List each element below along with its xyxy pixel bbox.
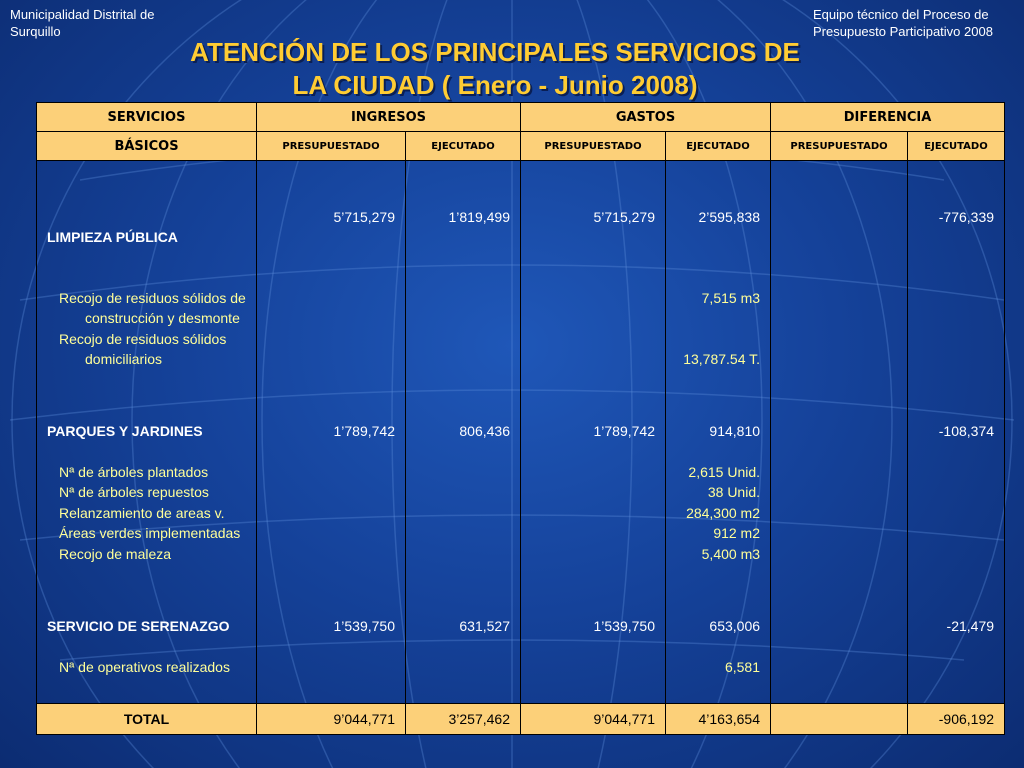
parques-val-3: 912 m2 [713, 525, 761, 541]
limpieza-sub2-line1: Recojo de residuos sólidos [59, 331, 227, 347]
serenazgo-sub-val: 6,581 [724, 659, 761, 675]
limpieza-sub1-line2: construcción y desmonte [85, 310, 240, 326]
team-label: Equipo técnico del Proceso de Presupuesto Participativo 2008 [813, 7, 993, 39]
total-row [37, 704, 1005, 735]
service-parques-label: PARQUES Y JARDINES [47, 423, 203, 439]
limpieza-ing-pres: 5’715,279 [333, 209, 395, 225]
limpieza-gas-pres: 5’715,279 [593, 209, 655, 225]
limpieza-ing-ejec: 1’819,499 [448, 209, 510, 225]
parques-sub-2: Relanzamiento de areas v. [59, 505, 225, 521]
header-ingresos-presupuestado: PRESUPUESTADO [257, 132, 406, 161]
diferencia-presupuestado-column [771, 161, 908, 704]
serenazgo-gas-ejec: 653,006 [709, 618, 761, 634]
total-dif-ejec: -906,192 [908, 704, 1005, 735]
limpieza-sub2-val: 13,787.54 T. [683, 351, 761, 367]
limpieza-sub1-line1: Recojo de residuos sólidos de [59, 290, 246, 306]
limpieza-gas-ejec: 2’595,838 [698, 209, 761, 225]
parques-ing-pres: 1’789,742 [333, 423, 395, 439]
serenazgo-gas-pres: 1’539,750 [593, 618, 655, 634]
total-label: TOTAL [37, 704, 257, 735]
organization-label: Municipalidad Distrital de Surquillo [10, 7, 155, 39]
table-body-row [37, 161, 1005, 704]
total-gas-ejec: 4’163,654 [666, 704, 771, 735]
serenazgo-sub: Nª de operativos realizados [59, 659, 230, 675]
service-limpieza-label: LIMPIEZA PÚBLICA [47, 229, 178, 245]
parques-sub-1: Nª de árboles repuestos [59, 484, 209, 500]
gastos-presupuestado-column [521, 161, 666, 704]
parques-gas-ejec: 914,810 [709, 423, 761, 439]
limpieza-dif-ejec: -776,339 [938, 209, 995, 225]
header-row-sub [37, 132, 1005, 161]
header-basicos: BÁSICOS [37, 132, 257, 161]
header-gastos: GASTOS [521, 103, 771, 132]
header-gastos-ejecutado: EJECUTADO [666, 132, 771, 161]
header-servicios: SERVICIOS [37, 103, 257, 132]
ingresos-presupuestado-column [257, 161, 406, 704]
header-gastos-presupuestado: PRESUPUESTADO [521, 132, 666, 161]
parques-sub-0: Nª de árboles plantados [59, 464, 209, 480]
total-ing-pres: 9’044,771 [257, 704, 406, 735]
header-diferencia: DIFERENCIA [771, 103, 1005, 132]
header-row-groups [37, 103, 1005, 132]
serenazgo-dif-ejec: -21,479 [946, 618, 995, 634]
services-table [36, 102, 1005, 735]
header-ingresos-ejecutado: EJECUTADO [406, 132, 521, 161]
parques-gas-pres: 1’789,742 [593, 423, 655, 439]
services-column [37, 161, 257, 704]
total-ing-ejec: 3’257,462 [406, 704, 521, 735]
ingresos-ejecutado-column [406, 161, 521, 704]
total-dif-pres [771, 704, 908, 735]
serenazgo-ing-pres: 1’539,750 [333, 618, 395, 634]
parques-val-4: 5,400 m3 [701, 546, 761, 562]
diferencia-ejecutado-column [908, 161, 1005, 704]
header-diferencia-presupuestado: PRESUPUESTADO [771, 132, 908, 161]
gastos-ejecutado-column [666, 161, 771, 704]
parques-val-1: 38 Unid. [707, 484, 761, 500]
limpieza-sub2-line2: domiciliarios [85, 351, 163, 367]
serenazgo-ing-ejec: 631,527 [459, 618, 510, 634]
parques-sub-3: Áreas verdes implementadas [59, 525, 241, 541]
page-title: ATENCIÓN DE LOS PRINCIPALES SERVICIOS DE LA CIUDAD ( Enero - Junio 2008) [190, 37, 800, 100]
parques-sub-4: Recojo de maleza [59, 546, 172, 562]
service-serenazgo-label: SERVICIO DE SERENAZGO [47, 618, 230, 634]
parques-val-0: 2,615 Unid. [688, 464, 761, 480]
header-ingresos: INGRESOS [257, 103, 521, 132]
total-gas-pres: 9’044,771 [521, 704, 666, 735]
limpieza-sub1-val: 7,515 m3 [701, 290, 761, 306]
parques-val-2: 284,300 m2 [686, 505, 761, 521]
header-diferencia-ejecutado: EJECUTADO [908, 132, 1005, 161]
parques-dif-ejec: -108,374 [938, 423, 995, 439]
parques-ing-ejec: 806,436 [459, 423, 510, 439]
